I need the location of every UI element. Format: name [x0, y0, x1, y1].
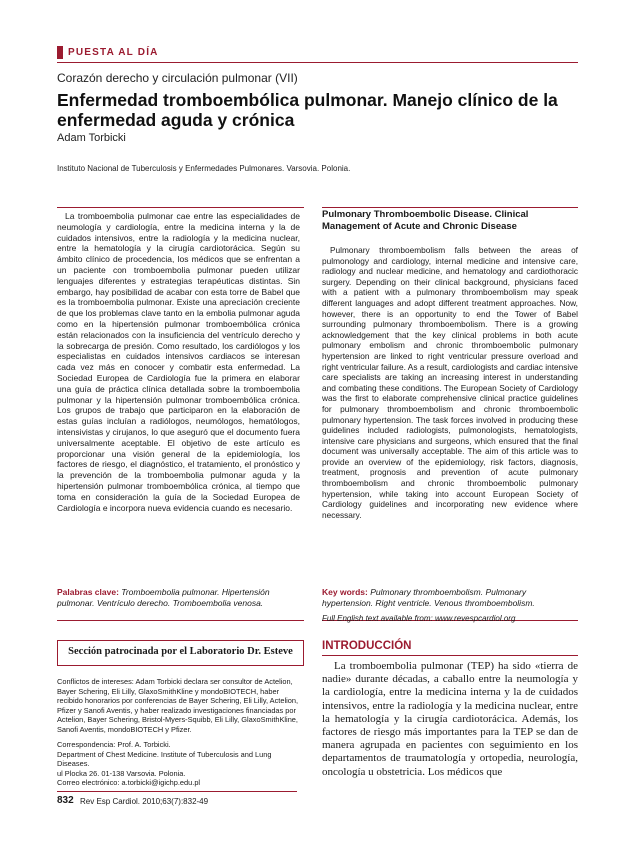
section-tag-marker — [57, 46, 63, 59]
article-title: Enfermedad tromboembólica pulmonar. Manejo clínico de la enfermedad aguda y crónica — [57, 90, 558, 130]
correspondence — [57, 740, 304, 788]
sponsor-text: Sección patrocinada por el Laboratorio Dr. Esteve — [68, 646, 293, 657]
correspondence-email[interactable]: Correo electrónico: a.torbicki@igichp.edu.pl — [57, 778, 201, 787]
introduction-text: La tromboembolia pulmonar (TEP) ha sido «tierra de nadie» durante décadas, a caballo entre la neumología y la cardiología, entre la medicina interna y la de cuidados intensivos, entre la radiología y la medicina nuclear, entre la hematología y la cirugía cardiotorácica. Además, los factores de riesgo más importantes para la TEP se dan de manera agrupada en pacientes con seguimiento en los departamentos de traumatología y ortopedia, neurología, oncología u obstetricia. Los médicos que — [322, 660, 578, 778]
conflicts-of-interest: Conflictos de intereses: Adam Torbicki declara ser consultor de Actelion, Bayer Schering, Eli Lilly, GlaxoSmithKline y mondoBIOTECH, haber recibido honorarios por conferencias de Bayer Schering, Eli Lilly, Actelion, Pfizer y Sanofi Aventis, y haber realizado investigaciones financiadas por Actelion, Bayer Schering, Bristol-Myers-Squibb, Eli Lilly, GlaxoSmithKline, Sanofi Aventis, mondoBIOTECH y Pfizer. — [57, 677, 299, 734]
keywords-es-terms: Tromboembolia pulmonar. Hipertensión pulmonar. Ventrículo derecho. Tromboembolia venosa. — [57, 587, 270, 608]
journal-citation: Rev Esp Cardiol. 2010;63(7):832-49 — [80, 797, 209, 806]
author-affiliation: Instituto Nacional de Tuberculosis y Enfermedades Pulmonares. Varsovia. Polonia. — [57, 164, 351, 173]
correspondence-name: Correspondencia: Prof. A. Torbicki. — [57, 740, 171, 749]
full-english-link[interactable]: Full English text available from: www.revespcardiol.org — [322, 614, 516, 623]
introduction-heading: INTRODUCCIÓN — [322, 640, 412, 652]
keywords-en — [322, 587, 578, 609]
abstract-en-title: Pulmonary Thromboembolic Disease. Clinical Management of Acute and Chronic Disease — [322, 209, 529, 232]
abstract-es-text: La tromboembolia pulmonar cae entre las especialidades de neumología y cardiología, entre la medicina interna y la de cuidados intensivos, entre la radiología y la medicina nuclear, entre la hematología y la cirugía cardiotorácica. Según su ámbito clínico de procedencia, los médicos que se enfrentan a un paciente con tromboembolia pulmonar pueden utilizar lenguajes diferentes y estrategias terapéuticas distintas. Sin embargo, hay posibilidad de acabar con esta torre de Babel que es la tromboembolia pulmonar. Existe una apreciación creciente de que los problemas clave tanto en la embolia pulmonar aguda como en la hipertensión pulmonar tromboembólica crónica están relacionados con la insuficiencia del ventrículo derecho y la sobrecarga de presión. Como resultado, los cardiólogos y los especialistas en cuidados intensivos cardiacos se interesan cada vez más en conocer y combatir esta enfermedad. La Sociedad Europea de Cardiología fue la primera en elaborar una guía de práctica clínica detallada sobre la tromboembolia pulmonar y la hipertensión pulmonar tromboembólica crónica. Los grupos de trabajo que participaron en la elaboración de estas guías incluían a radiólogos, neumólogos, hematólogos, intensivistas y cirujanos, lo que aseguró que el documento fuera universalmente aceptable. El objetivo de este artículo es proporcionar una visión general de la epidemiología, los factores de riesgo, el diagnóstico, el tratamiento, el pronóstico y la prevención de la tromboembolia pulmonar aguda y la hipertensión pulmonar tromboembólica crónica, al tiempo que toma en consideración la guía de la Sociedad Europea de Cardiología e incorpora nueva evidencia cuando es necesario. — [57, 211, 300, 513]
correspondence-department: Department of Chest Medicine. Institute of Tuberculosis and Lung Diseases. — [57, 749, 272, 768]
page-number: 832 — [57, 795, 74, 806]
abstract-en-text: Pulmonary thromboembolism falls between the areas of pulmonology and cardiology, internal medicine and intensive care, radiology and nuclear medicine, and hematology and cardiothoracic surgery. Depending on their clinical background, physicians faced with a patient with a pulmonary thromboembolism may speak different languages and adopt different treatment approaches. Now, however, there is an opportunity to end the Tower of Babel surrounding pulmonary thromboembolism. There is a growing acknowledgement that the key clinical problems in both acute pulmonary embolism and chronic thromboembolic pulmonary hypertension are linked to right ventricular pressure overload and right ventricular failure. As a result, cardiologists and cardiac intensive care specialists are taking an increasing interest in understanding and combating these conditions. The European Society of Cardiology was the first to elaborate comprehensive clinical practice guidelines for pulmonary thromboembolism and chronic thromboembolic pulmonary hypertension. The task forces involved in producing these guidelines included radiologists, pulmonologists, hematologists, intensive care physicians and surgeons, which ensured that the final document was universally acceptable. The aim of this article was to provide an overview of the epidemiology, risk factors, diagnosis, treatment, prognosis and prevention of acute pulmonary thromboembolism and chronic thromboembolic pulmonary hypertension, while taking into account European Society of Cardiology guidelines and incorporating new evidence where necessary. — [322, 245, 578, 520]
footer-rule — [57, 791, 297, 792]
keywords-en-terms: Pulmonary thromboembolism. Pulmonary hypertension. Right ventricle. Venous thromboembolism. — [322, 587, 535, 608]
keywords-es-label: Palabras clave: — [57, 587, 119, 597]
introduction-rule — [322, 655, 578, 656]
section-rule — [57, 62, 578, 63]
article-author: Adam Torbicki — [57, 132, 126, 144]
section-tag: PUESTA AL DÍA — [68, 47, 159, 58]
series-title: Corazón derecho y circulación pulmonar (VII) — [57, 71, 298, 85]
keywords-es — [57, 587, 300, 609]
keywords-en-label: Key words: — [322, 587, 368, 597]
correspondence-address: ul Plocka 26. 01-138 Varsovia. Polonia. — [57, 768, 186, 778]
